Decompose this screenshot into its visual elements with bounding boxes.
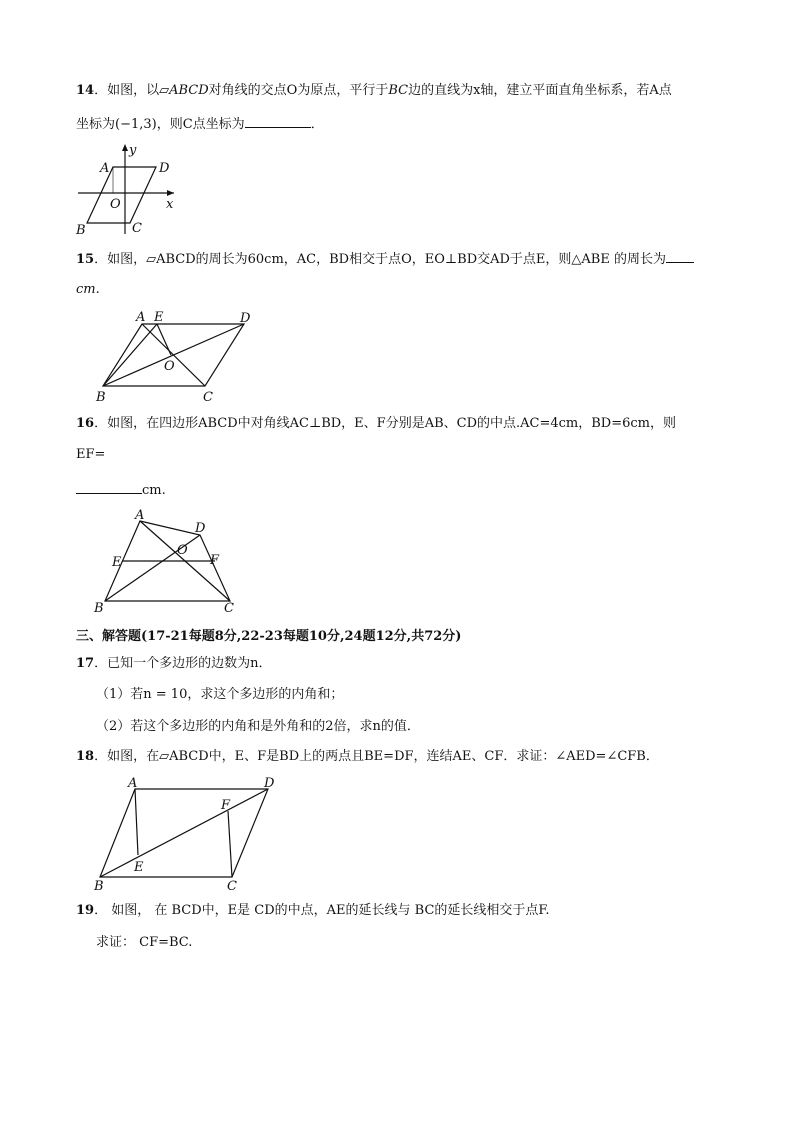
q15-number: 15 bbox=[76, 252, 95, 267]
q15-line2: cm. bbox=[76, 282, 100, 297]
q18-line: 18．如图，在▱ABCD中，E、F是BD上的两点且BE=DF，连结AE、CF．求证：∠AED=∠CFB． bbox=[76, 749, 659, 764]
label-d: D bbox=[240, 311, 251, 326]
q19-number: 19 bbox=[76, 903, 95, 918]
label-e: E bbox=[112, 555, 122, 570]
q16-line1: 16．如图，在四边形ABCD中对角线AC⊥BD，E、F分别是AB、CD的中点.AC=4cm，BD=6cm，则 bbox=[76, 416, 676, 431]
q17-number: 17 bbox=[76, 656, 95, 671]
label-o: O bbox=[110, 197, 121, 212]
x-axis-arrow bbox=[167, 190, 174, 196]
segment-cf bbox=[228, 811, 232, 877]
q19-proof: 求证： CF=BC. bbox=[96, 935, 193, 950]
q16-figure bbox=[90, 506, 250, 616]
q16-number: 16 bbox=[76, 416, 95, 431]
label-o: O bbox=[164, 359, 175, 374]
y-axis-arrow bbox=[122, 144, 128, 151]
answer-blank[interactable] bbox=[245, 114, 311, 128]
segment-ae bbox=[135, 789, 138, 855]
answer-blank[interactable] bbox=[76, 480, 142, 494]
segment-eo bbox=[157, 324, 171, 355]
diagonal-bd bbox=[100, 789, 268, 877]
q18-figure bbox=[90, 774, 290, 894]
label-a: A bbox=[100, 161, 110, 176]
label-a: A bbox=[136, 310, 146, 325]
label-b: B bbox=[96, 390, 106, 405]
label-b: B bbox=[76, 223, 86, 238]
parallelogram-abcd bbox=[87, 167, 156, 223]
q16-line2: EF= bbox=[76, 447, 106, 462]
label-o: O bbox=[177, 543, 188, 558]
label-a: A bbox=[128, 776, 138, 791]
label-f: F bbox=[221, 798, 231, 813]
label-y: y bbox=[129, 143, 137, 158]
q14-line2: 坐标为(−1,3)，则C点坐标为 ． bbox=[76, 114, 324, 134]
q15-figure bbox=[90, 306, 260, 406]
label-b: B bbox=[94, 601, 104, 616]
label-c: C bbox=[227, 879, 237, 894]
q14-figure bbox=[70, 140, 190, 240]
q17-part1: （1）若n = 10，求这个多边形的内角和； bbox=[96, 687, 344, 702]
q16-line3: cm. bbox=[76, 480, 166, 500]
label-d: D bbox=[264, 776, 275, 791]
label-d: D bbox=[195, 521, 206, 536]
label-f: F bbox=[210, 553, 220, 568]
q14-number: 14 bbox=[76, 83, 95, 98]
label-d: D bbox=[159, 161, 170, 176]
q15-line1: 15．如图，▱ABCD的周长为60cm，AC，BD相交于点O，EO⊥BD交AD于点E，则△ABE 的周长为 bbox=[76, 249, 694, 269]
diagonal-bd bbox=[103, 324, 244, 386]
q19-line: 19． 如图， 在 BCD中，E是 CD的中点，AE的延长线与 BC的延长线相交于点F. bbox=[76, 903, 550, 918]
segment-be bbox=[103, 324, 157, 386]
label-e: E bbox=[154, 310, 164, 325]
label-e: E bbox=[134, 860, 144, 875]
section-title: 三、解答题(17-21每题8分,22-23每题10分,24题12分,共72分) bbox=[76, 629, 462, 644]
answer-blank[interactable] bbox=[666, 249, 694, 263]
q17-stem: 17．已知一个多边形的边数为n． bbox=[76, 656, 272, 671]
q14-line1: 14．如图，以▱ABCD对角线的交点O为原点，平行于BC边的直线为x轴，建立平面直角坐标系，若A点 bbox=[76, 83, 672, 98]
label-x: x bbox=[166, 197, 174, 212]
q18-number: 18 bbox=[76, 749, 95, 764]
label-c: C bbox=[132, 221, 142, 236]
label-c: C bbox=[203, 390, 213, 405]
label-b: B bbox=[94, 879, 104, 894]
label-c: C bbox=[224, 601, 234, 616]
label-a: A bbox=[135, 508, 145, 523]
q17-part2: （2）若这个多边形的内角和是外角和的2倍，求n的值． bbox=[96, 719, 420, 734]
